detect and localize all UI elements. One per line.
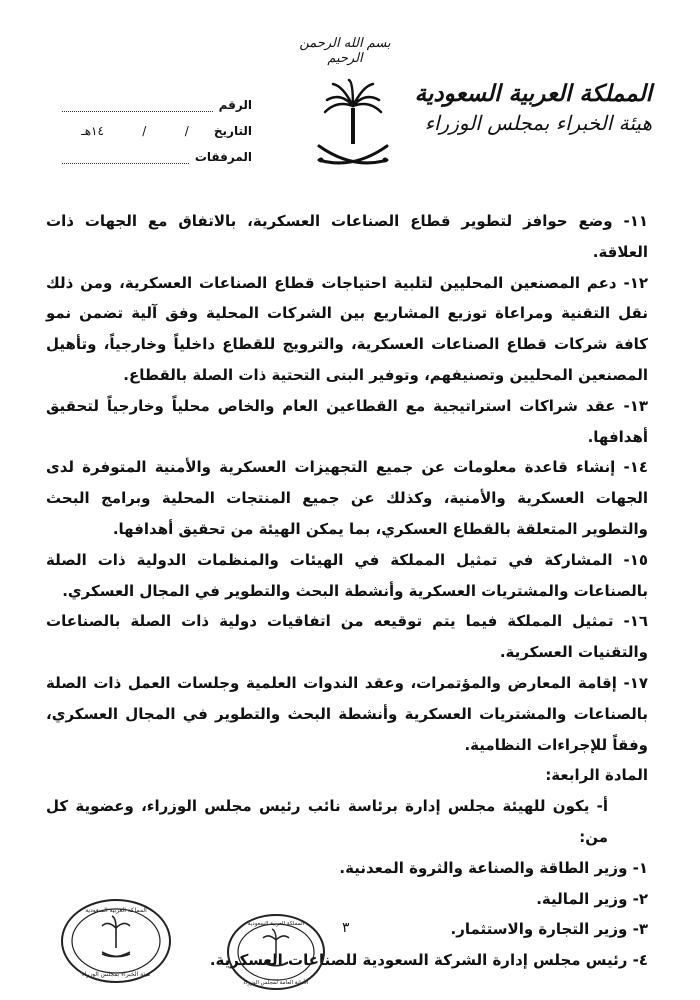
saudi-emblem-icon (313, 78, 393, 174)
list-item (46, 206, 648, 268)
date-separator: / (184, 124, 189, 138)
date-separator: / (142, 124, 147, 138)
seal-bottom-text: الأمانة العامة لمجلس الوزراء (243, 980, 309, 986)
page-number: ٣ (342, 920, 350, 936)
item-number: ١٦ (629, 612, 648, 631)
list-item (46, 606, 648, 668)
date-row (62, 112, 252, 138)
list-item (46, 268, 648, 391)
list-item (46, 668, 648, 760)
kingdom-name: المملكة العربية السعودية (414, 80, 652, 107)
list-item (46, 545, 648, 607)
item-number: ١٧ (629, 673, 648, 692)
item-number: ١١ (629, 212, 648, 230)
attachments-label: المرفقات (194, 150, 252, 164)
item-text: - المشاركة في تمثيل المملكة في الهيئات والمنظمات الدولية ذات الصلة بالصناعات والمشتريات العسكرية وأنشطة البحث والتطوير في المجال العسكري. (46, 550, 648, 600)
reference-block (62, 86, 252, 164)
list-item (46, 452, 648, 544)
board-member: ٢- وزير المالية. (536, 889, 648, 908)
official-seal-icon (60, 898, 172, 984)
basmala: بسم الله الرحمن الرحيم (299, 36, 391, 66)
document-body (46, 206, 648, 976)
item-text: - وضع حوافز لتطوير قطاع الصناعات العسكرية، بالاتفاق مع الجهات ذات العلاقة. (46, 212, 648, 261)
official-seal-icon (226, 912, 326, 992)
item-text: - إقامة المعارض والمؤتمرات، وعقد الندوات العلمية وجلسات العمل ذات الصلة بالصناعات والمشتريات العسكرية وأنشطة البحث والتطوير في المجال العسكري، وفقاً للإجراءات النظامية. (46, 673, 648, 754)
clause-a: أ- يكون للهيئة مجلس إدارة برئاسة نائب رئيس مجلس الوزراء، وعضوية كل من: (46, 797, 608, 846)
board-member: ٤- رئيس مجلس إدارة الشركة السعودية للصناعات العسكرية. (209, 951, 648, 970)
item-number: ١٢ (629, 273, 648, 292)
seal-top-text: المملكة العربية السعودية (85, 907, 147, 914)
board-member: ١- وزير الطاقة والصناعة والثروة المعدنية. (339, 858, 648, 877)
item-text: - عقد شراكات استراتيجية مع القطاعين العام والخاص محلياً وخارجياً لتحقيق أهدافها. (46, 396, 648, 446)
item-number: ١٤ (629, 458, 648, 477)
agency-name: هيئة الخبراء بمجلس الوزراء (424, 111, 652, 135)
article-heading: المادة الرابعة: (545, 766, 648, 785)
item-number: ١٥ (629, 550, 648, 569)
item-text: - دعم المصنعين المحليين لتلبية احتياجات قطاع الصناعات العسكرية، ومن ذلك نقل التقنية ومراعاة توزيع المشاريع بين الشركات المحلية وفق آلية تضمن نمو كافة شركات قطاع الصناعات العسكرية، والترويج للقطاع داخلياً وخارجياً، وتأهيل المصنعين المحليين وتصنيفهم، وتوفير البنى التحتية ذات الصلة بالقطاع. (46, 273, 648, 384)
date-value (62, 124, 208, 138)
seal-top-text: المملكة العربية السعودية (247, 921, 305, 927)
reference-line (62, 99, 213, 112)
item-text: - إنشاء قاعدة معلومات عن جميع التجهيزات العسكرية والأمنية المتوفرة لدى الجهات العسكرية والأمنية، وكذلك عن جميع المنتجات المحلية وبرامج البحث والتطوير المتعلقة بالقطاع العسكري، بما يمكن الهيئة من تحقيق أهدافها. (46, 458, 648, 538)
date-label: التاريخ (213, 124, 252, 138)
board-member: ٣- وزير التجارة والاستثمار. (450, 920, 648, 939)
date-year: ١٤هـ (81, 124, 104, 138)
attachments-line (62, 151, 189, 164)
attachments-row (62, 138, 252, 164)
list-item (46, 391, 648, 453)
item-text: - تمثيل المملكة فيما يتم توقيعه من اتفاقيات دولية ذات الصلة بالصناعات والتقنيات العسكرية. (46, 612, 648, 662)
seal-bottom-text: هيئة الخبراء بمجلس الوزراء (81, 971, 151, 978)
government-letterhead (392, 80, 652, 135)
item-number: ١٣ (629, 396, 648, 415)
reference-label: الرقم (218, 98, 252, 112)
reference-row (62, 86, 252, 112)
